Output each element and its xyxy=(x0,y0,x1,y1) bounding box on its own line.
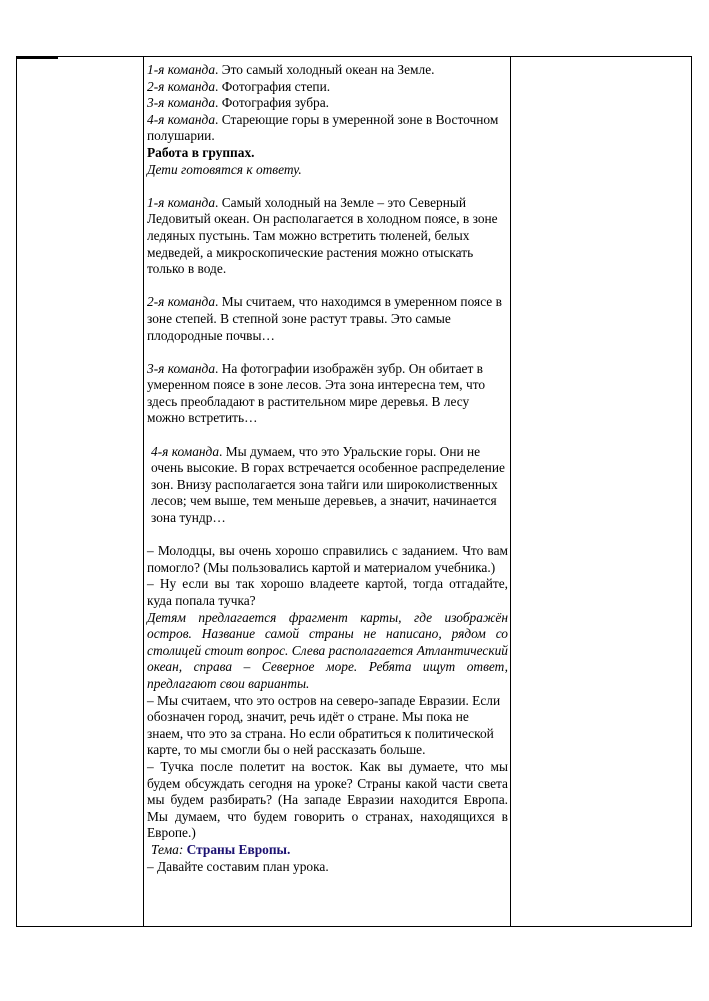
lesson-content-cell xyxy=(147,62,508,875)
answer-team-3: 3-я команда. На фотографии изображён зубр. Он обитает в умеренном поясе в зоне лесов. Эта зона интересна тем, что здесь преобладают в растительном мире деревья. В лесу можно встретить… xyxy=(147,360,486,426)
task-team-1: 1-я команда. Это самый холодный океан на Земле. xyxy=(147,62,435,77)
lesson-table xyxy=(16,56,692,927)
teacher-praise: – Молодцы, вы очень хорошо справились с заданием. Что вам помогло? (Мы пользовались картой и материалом учебника.) xyxy=(147,543,508,575)
group-work-heading: Работа в группах. xyxy=(147,144,255,160)
answer-team-4: 4-я команда. Мы думаем, что это Уральские горы. Они не очень высокие. В горах встречается особенное распределение зон. Внизу располагается зона тайги или широколиственных лесов; чем выше, тем меньше деревьев, а значит, начинается зона тундр… xyxy=(151,443,505,526)
kids-prepare-note: Дети готовятся к ответу. xyxy=(147,161,302,177)
teacher-riddle: – Ну если вы так хорошо владеете картой, тогда отгадайте, куда попала тучка? xyxy=(147,576,508,608)
cloud-east-question: – Тучка после полетит на восток. Как вы думаете, что мы будем обсуждать сегодня на уроке? Страны какой части света мы будем разбирать? (На западе Евразии находится Европа. Мы думаем, что будем говорить о странах, находящихся в Европе.) xyxy=(147,758,508,841)
top-border-mark xyxy=(17,57,58,59)
island-answer: – Мы считаем, что это остров на северо-западе Евразии. Если обозначен город, значит, речь идёт о стране. Мы пока не знаем, что это за страна. Но если обратиться к политической карте, то мы смогли бы о ней рассказать больше. xyxy=(147,692,501,758)
lesson-plan-prompt: – Давайте составим план урока. xyxy=(147,858,329,874)
column-divider-left xyxy=(143,57,144,926)
answer-team-2: 2-я команда. Мы считаем, что находимся в умеренном поясе в зоне степей. В степной зоне растут травы. Это самые плодородные почвы… xyxy=(147,294,502,343)
map-task-note: Детям предлагается фрагмент карты, где изображён остров. Название самой страны не написано, рядом со столицей стоит вопрос. Слева располагается Атлантический океан, справа – Северное море. Ребята ищут ответ, предлагают свои варианты. xyxy=(147,609,508,691)
task-team-2: 2-я команда. Фотография степи. xyxy=(147,78,331,94)
column-divider-right xyxy=(510,57,511,926)
task-team-4: 4-я команда. Стареющие горы в умеренной зоне в Восточном полушарии. xyxy=(147,111,499,144)
answer-team-1: 1-я команда. Самый холодный на Земле – это Северный Ледовитый океан. Он располагается в холодном поясе, в зоне ледяных пустынь. Там можно встретить тюленей, белых медведей, а микроскопические растения можно отыскать только в воде. xyxy=(147,194,498,277)
lesson-theme: Тема: Страны Европы. xyxy=(151,841,291,857)
task-team-3: 3-я команда. Фотография зубра. xyxy=(147,95,330,111)
